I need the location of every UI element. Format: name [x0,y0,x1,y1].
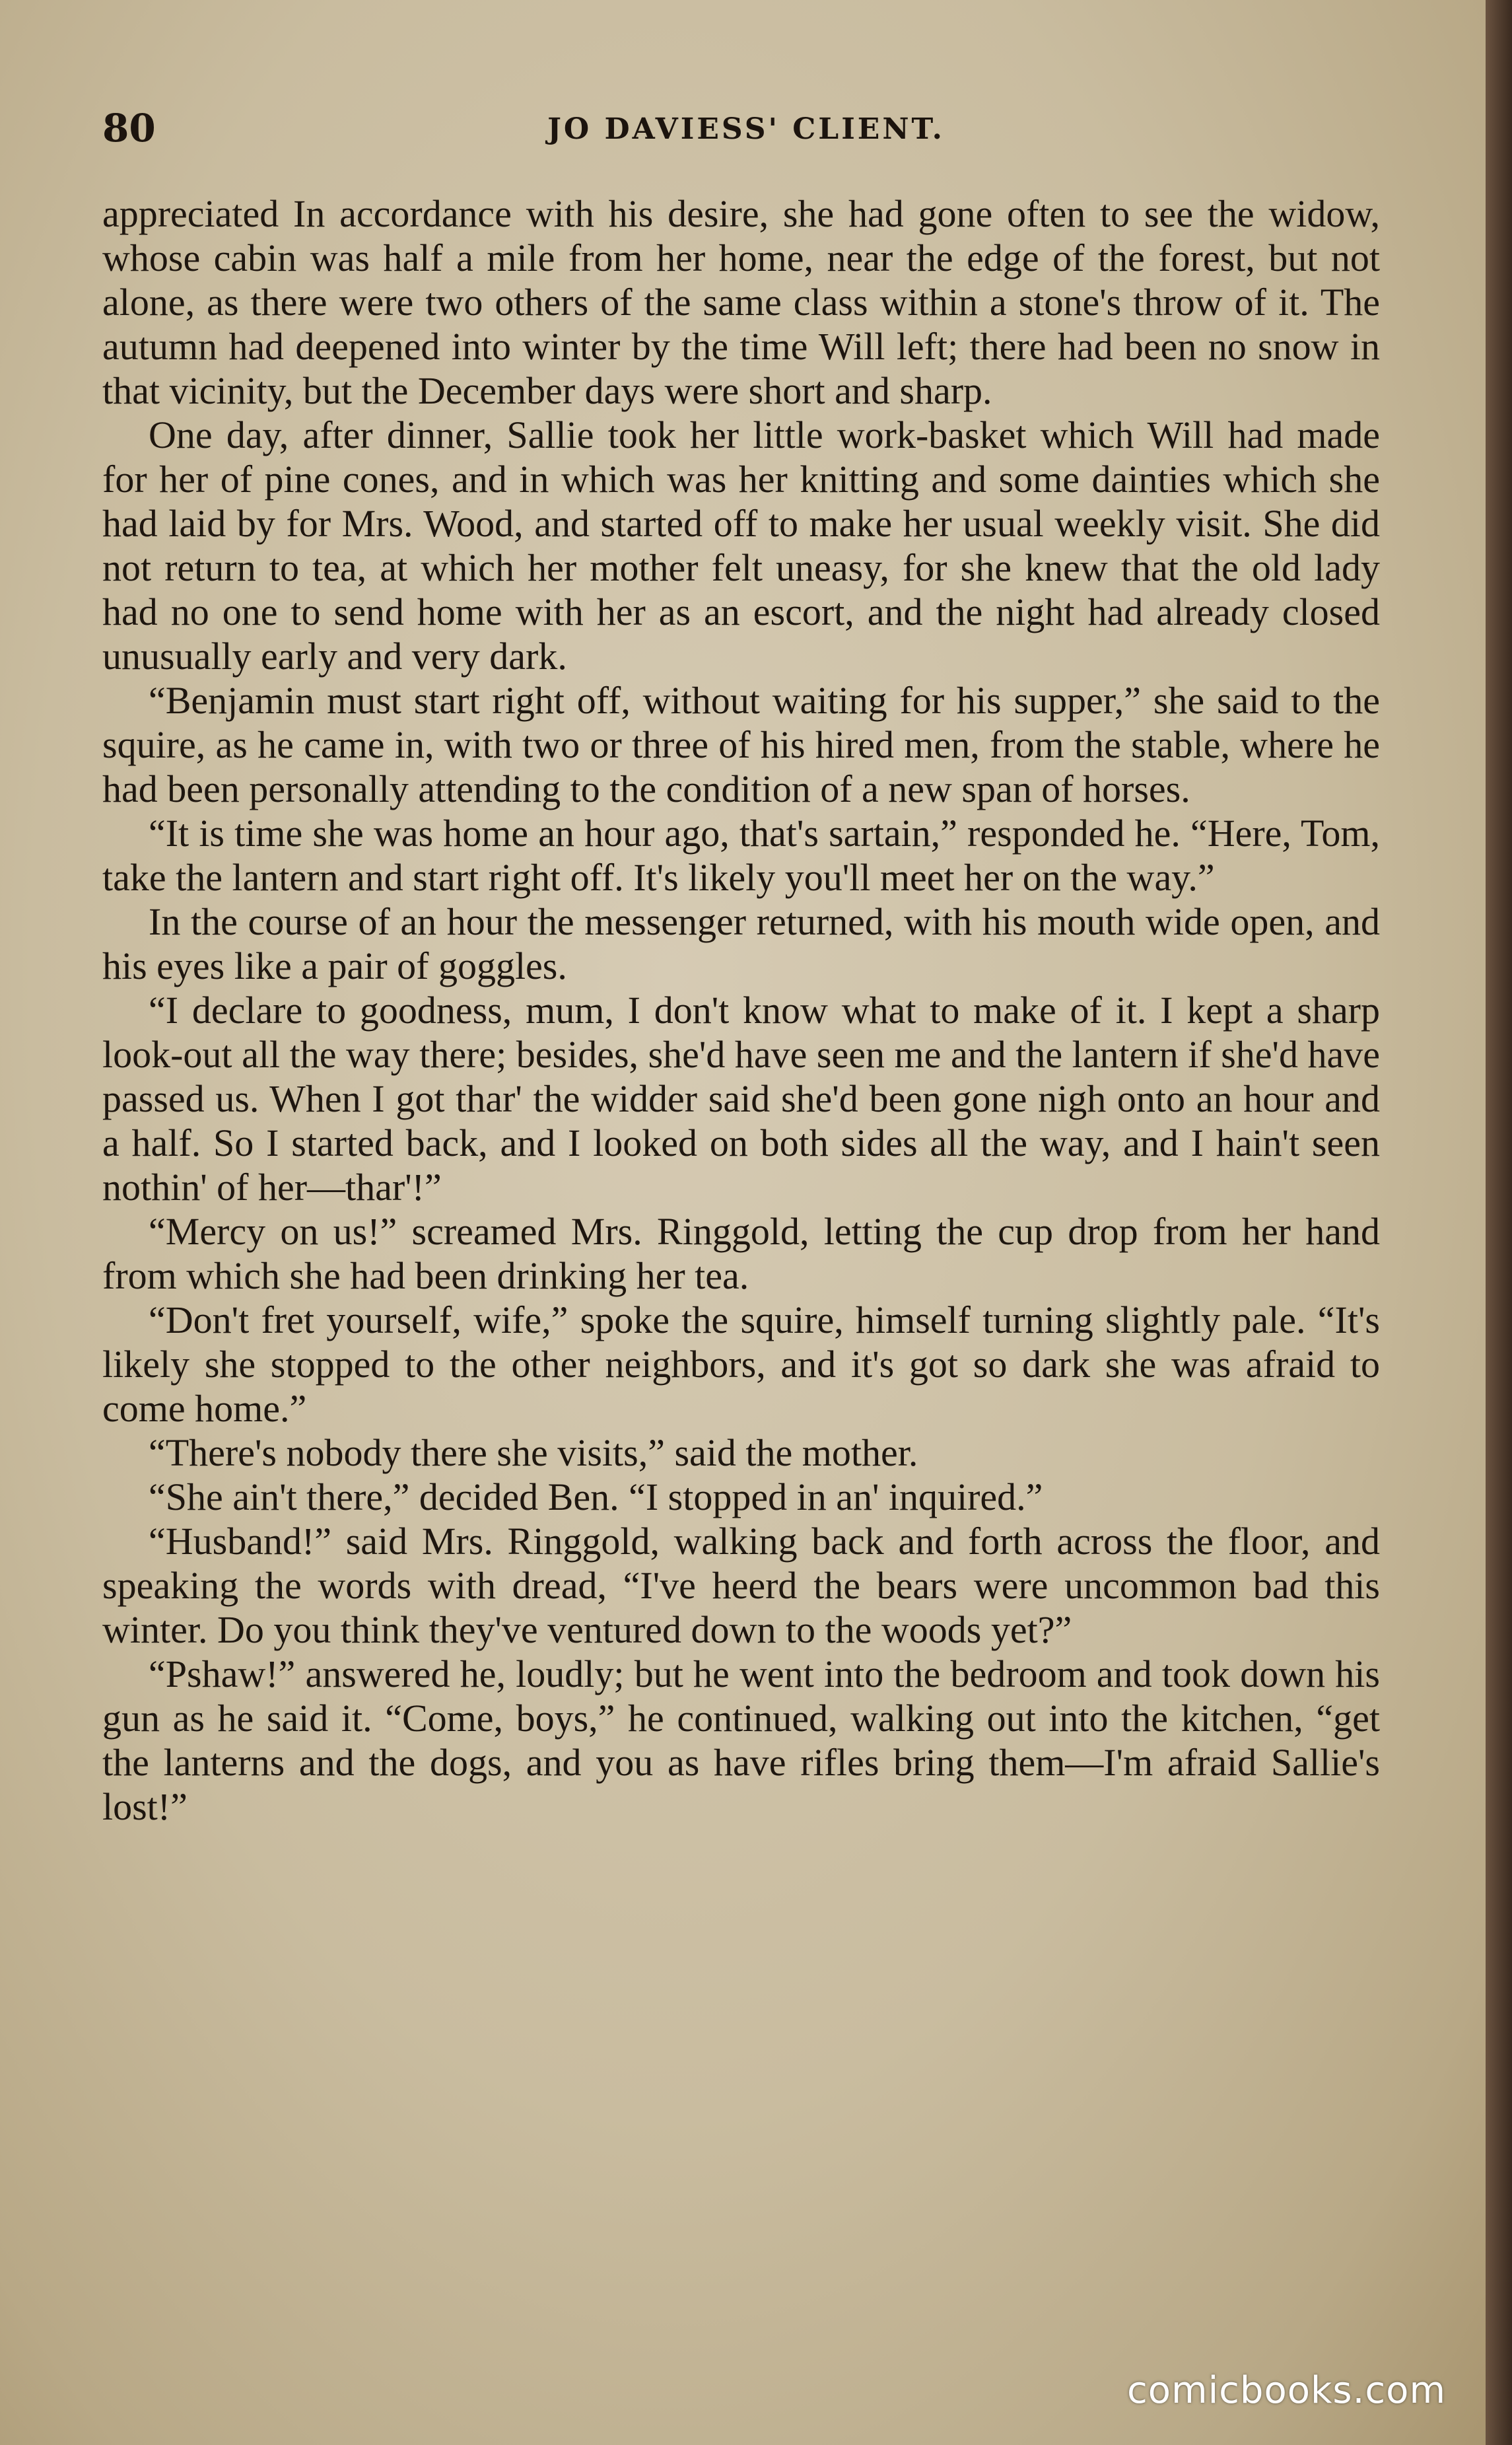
paragraph: One day, after dinner, Sallie took her little work-basket which Will had made for her of pine cones, and in which was her knitting and some dainties which she had laid by for Mrs. Wood, and started off to make her usual weekly visit. She did not return to tea, at which her mother felt uneasy, for she knew that the old lady had no one to send home with her as an escort, and the night had already closed unusually early and very dark. [102,413,1380,678]
page-number: 80 [102,106,156,151]
paragraph: In the course of an hour the messenger returned, with his mouth wide open, and his eyes like a pair of goggles. [102,900,1380,987]
paragraph: “I declare to goodness, mum, I don't know what to make of it. I kept a sharp look-out all the way there; besides, she'd have seen me and the lantern if she'd have passed us. When I got thar' the widder said she'd been gone nigh onto an hour and a half. So I started back, and I looked on both sides all the way, and I hain't seen nothin' of her—thar'!” [102,989,1380,1209]
paragraph: “She ain't there,” decided Ben. “I stopped in an' inquired.” [149,1475,1043,1518]
paragraph: “Husband!” said Mrs. Ringgold, walking back and forth across the floor, and speaking the words with dread, “I've heerd the bears were uncommon bad this winter. Do you think they've ventured down to the woods yet?” [102,1520,1380,1651]
page-edge [1486,0,1512,2445]
watermark: comicbooks.com [1126,2369,1446,2412]
paragraph: “It is time she was home an hour ago, that's sartain,” responded he. “Here, Tom, take the lantern and start right off. It's likely you'll meet her on the way.” [102,812,1380,899]
paragraph: “Don't fret yourself, wife,” spoke the squire, himself turning slightly pale. “It's likely she stopped to the other neighbors, and it's got so dark she was afraid to come home.” [102,1298,1380,1430]
paragraph: “Mercy on us!” screamed Mrs. Ringgold, letting the cup drop from her hand from which she had been drinking her tea. [102,1210,1380,1297]
running-head: JO DAVIESS' CLIENT. [547,112,945,146]
paragraph: “Pshaw!” answered he, loudly; but he went into the bedroom and took down his gun as he said it. “Come, boys,” he continued, walking out into the kitchen, “get the lanterns and the dogs, and you as have rifles bring them—I'm afraid Sallie's lost!” [102,1652,1380,1828]
paragraph: appreciated In accordance with his desire, she had gone often to see the widow, whose cabin was half a mile from her home, near the edge of the forest, but not alone, as there were two others of the same class within a stone's throw of it. The autumn had deepened into winter by the time Will left; there had been no snow in that vicinity, but the December days were short and sharp. [102,192,1380,412]
paragraph: “Benjamin must start right off, without waiting for his supper,” she said to the squire, as he came in, with two or three of his hired men, from the stable, where he had been personally attending to the condition of a new span of horses. [102,679,1380,810]
paragraph: “There's nobody there she visits,” said the mother. [149,1431,918,1474]
body-text [102,192,1380,1829]
page-header [102,106,1390,152]
